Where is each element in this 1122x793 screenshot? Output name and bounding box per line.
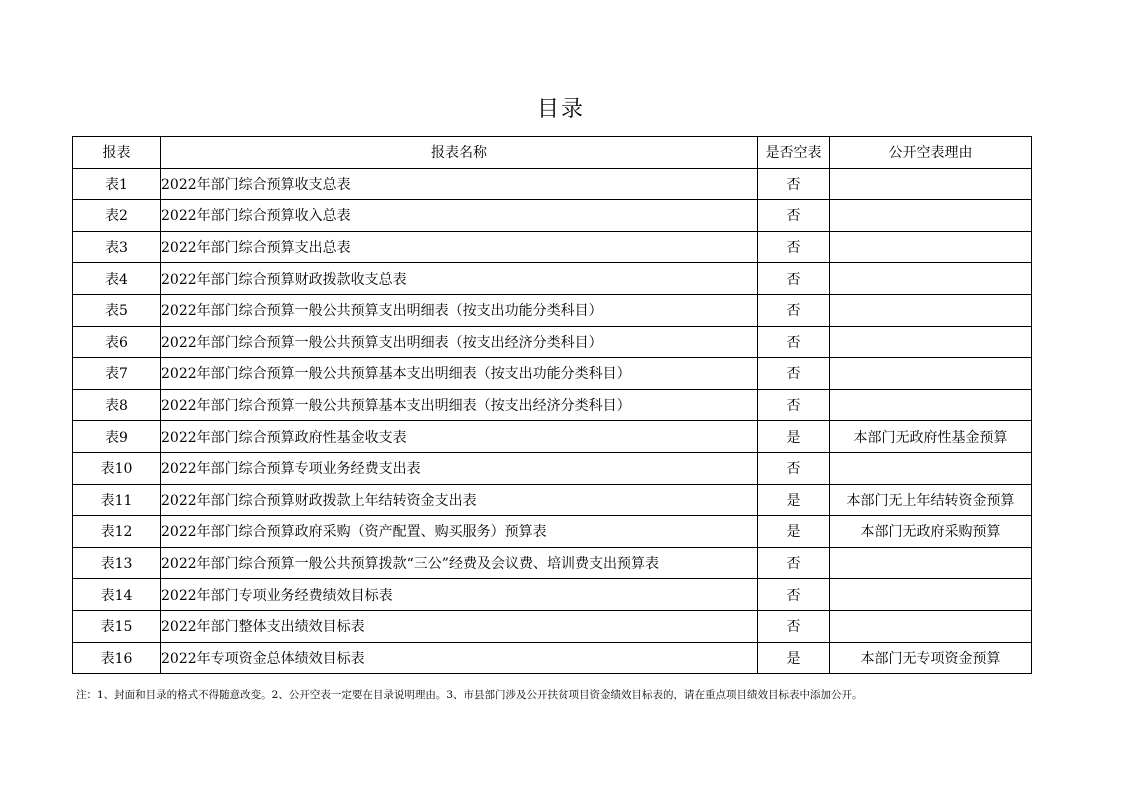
cell-report-id: 表15 (73, 610, 161, 642)
cell-empty-reason (830, 358, 1032, 390)
table-row (73, 642, 1032, 674)
table-row (73, 484, 1032, 516)
table-row (73, 389, 1032, 421)
cell-report-name: 2022年部门综合预算政府采购（资产配置、购买服务）预算表 (161, 516, 758, 548)
cell-is-empty: 否 (758, 610, 830, 642)
table-row (73, 358, 1032, 390)
cell-report-name: 2022年部门整体支出绩效目标表 (161, 610, 758, 642)
cell-report-id: 表4 (73, 263, 161, 295)
cell-is-empty: 否 (758, 231, 830, 263)
cell-report-id: 表5 (73, 294, 161, 326)
footnote: 注：1、封面和目录的格式不得随意改变。2、公开空表一定要在目录说明理由。3、市县部门涉及公开扶贫项目资金绩效目标表的，请在重点项目绩效目标表中添加公开。 (76, 689, 863, 701)
cell-is-empty: 是 (758, 642, 830, 674)
table-row (73, 452, 1032, 484)
cell-report-name: 2022年部门综合预算收入总表 (161, 200, 758, 232)
cell-report-name: 2022年部门综合预算财政拨款收支总表 (161, 263, 758, 295)
cell-empty-reason (830, 168, 1032, 200)
cell-empty-reason (830, 231, 1032, 263)
cell-empty-reason (830, 579, 1032, 611)
cell-empty-reason (830, 610, 1032, 642)
cell-empty-reason: 本部门无上年结转资金预算 (830, 484, 1032, 516)
table-row (73, 610, 1032, 642)
cell-empty-reason (830, 263, 1032, 295)
cell-report-name: 2022年专项资金总体绩效目标表 (161, 642, 758, 674)
cell-report-id: 表13 (73, 547, 161, 579)
cell-report-name: 2022年部门综合预算财政拨款上年结转资金支出表 (161, 484, 758, 516)
cell-report-id: 表2 (73, 200, 161, 232)
table-row (73, 231, 1032, 263)
table-row (73, 579, 1032, 611)
header-empty-reason: 公开空表理由 (830, 137, 1032, 169)
cell-is-empty: 是 (758, 484, 830, 516)
cell-report-id: 表10 (73, 452, 161, 484)
cell-is-empty: 否 (758, 263, 830, 295)
cell-report-id: 表12 (73, 516, 161, 548)
cell-report-name: 2022年部门综合预算政府性基金收支表 (161, 421, 758, 453)
cell-empty-reason (830, 547, 1032, 579)
cell-report-id: 表6 (73, 326, 161, 358)
cell-empty-reason: 本部门无政府采购预算 (830, 516, 1032, 548)
cell-report-name: 2022年部门综合预算一般公共预算拨款“三公”经费及会议费、培训费支出预算表 (161, 547, 758, 579)
page-title: 目录 (536, 97, 585, 122)
cell-report-id: 表11 (73, 484, 161, 516)
cell-empty-reason (830, 389, 1032, 421)
cell-empty-reason: 本部门无专项资金预算 (830, 642, 1032, 674)
cell-is-empty: 否 (758, 389, 830, 421)
table-header (73, 137, 1032, 169)
cell-is-empty: 否 (758, 579, 830, 611)
cell-report-name: 2022年部门综合预算收支总表 (161, 168, 758, 200)
cell-report-id: 表14 (73, 579, 161, 611)
cell-is-empty: 否 (758, 358, 830, 390)
cell-is-empty: 是 (758, 421, 830, 453)
cell-empty-reason (830, 452, 1032, 484)
cell-report-id: 表7 (73, 358, 161, 390)
header-report-name: 报表名称 (161, 137, 758, 169)
header-row (73, 137, 1032, 169)
cell-report-name: 2022年部门综合预算一般公共预算基本支出明细表（按支出经济分类科目） (161, 389, 758, 421)
header-is-empty: 是否空表 (758, 137, 830, 169)
cell-report-id: 表3 (73, 231, 161, 263)
cell-is-empty: 否 (758, 547, 830, 579)
header-report-id: 报表 (73, 137, 161, 169)
cell-report-name: 2022年部门综合预算一般公共预算基本支出明细表（按支出功能分类科目） (161, 358, 758, 390)
cell-report-name: 2022年部门专项业务经费绩效目标表 (161, 579, 758, 611)
cell-report-name: 2022年部门综合预算支出总表 (161, 231, 758, 263)
cell-is-empty: 否 (758, 326, 830, 358)
table-body (73, 168, 1032, 674)
cell-is-empty: 否 (758, 168, 830, 200)
table-row (73, 516, 1032, 548)
table-row (73, 547, 1032, 579)
catalog-table (72, 136, 1032, 674)
cell-is-empty: 否 (758, 200, 830, 232)
cell-is-empty: 否 (758, 294, 830, 326)
table-row (73, 168, 1032, 200)
cell-is-empty: 是 (758, 516, 830, 548)
cell-report-name: 2022年部门综合预算一般公共预算支出明细表（按支出功能分类科目） (161, 294, 758, 326)
cell-is-empty: 否 (758, 452, 830, 484)
cell-report-name: 2022年部门综合预算一般公共预算支出明细表（按支出经济分类科目） (161, 326, 758, 358)
cell-empty-reason (830, 326, 1032, 358)
cell-report-id: 表9 (73, 421, 161, 453)
cell-empty-reason (830, 294, 1032, 326)
cell-report-id: 表1 (73, 168, 161, 200)
table-row (73, 294, 1032, 326)
table-row (73, 326, 1032, 358)
cell-empty-reason: 本部门无政府性基金预算 (830, 421, 1032, 453)
cell-report-id: 表16 (73, 642, 161, 674)
cell-report-id: 表8 (73, 389, 161, 421)
cell-report-name: 2022年部门综合预算专项业务经费支出表 (161, 452, 758, 484)
table-row (73, 200, 1032, 232)
cell-empty-reason (830, 200, 1032, 232)
table-row (73, 263, 1032, 295)
table-row (73, 421, 1032, 453)
